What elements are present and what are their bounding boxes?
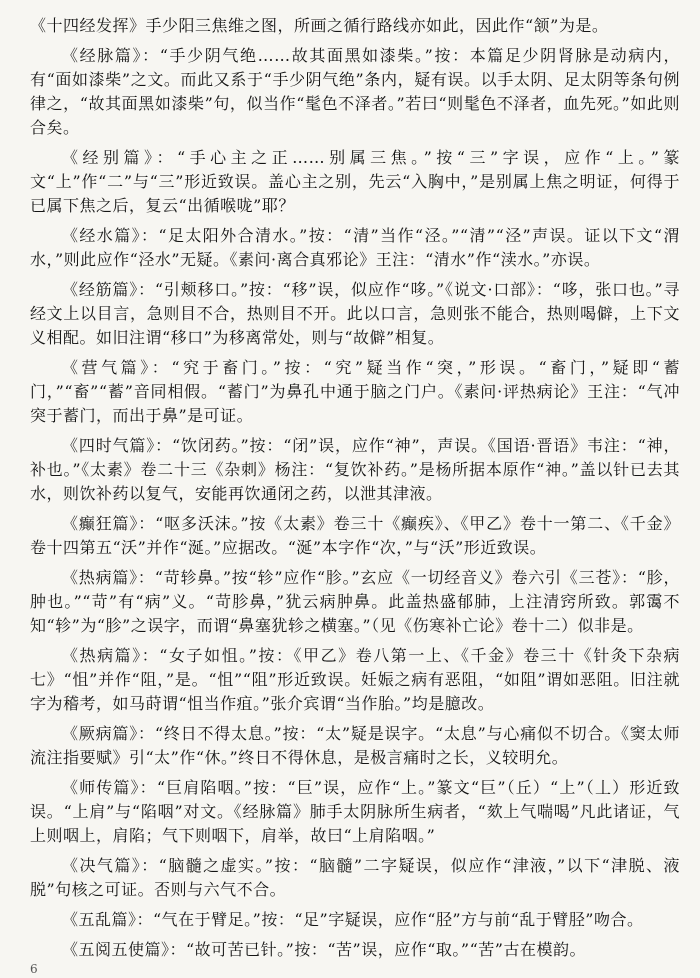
paragraph-jingshui: 《经水篇》：“足太阳外合清水。”按：“清”当作“泾。”“清”“泾”声误。证以下文“渭水，”则此应作“泾水”无疑。《素问·离合真邪论》王注：“清水”作“渎水。”亦误。 — [30, 226, 680, 269]
paragraph-rebing-2: 《热病篇》：“女子如怚。”按：《甲乙》卷八第一上、《千金》卷三十《针灸下杂病七》“怚”并作“阻，”是。“怚”“阻”形近致误。妊娠之病有恶阻，“如阻”谓如恶阻。旧注就字为稽考，如马莳谓“怚当作疽。”张介宾谓“当作胎。”均是臆改。 — [30, 646, 680, 713]
paragraph-juebing: 《厥病篇》：“终日不得太息。”按：“太”疑是误字。“太息”与心痛似不切合。《窦太师流注指要赋》引“太”作“休。”终日不得休息，是极言痛时之长，义较明允。 — [30, 724, 680, 767]
paragraph-shichuan: 《师传篇》：“巨肩陷咽。”按：“巨”误，应作“上。”篆文“巨”（丘）“上”（丄）形近致误。“上肩”与“陷咽”对文。《经脉篇》肺手太阴脉所生病者，“欬上气喘喝”凡此诸证，气上则咽上，肩陷；气下则咽下，肩举，故曰“上肩陷咽。” — [30, 778, 680, 845]
paragraph-shisijing-fahui: 《十四经发挥》手少阳三焦维之图，所画之循行路线亦如此，因此作“颔”为是。 — [30, 16, 609, 35]
paragraph-yingqi: 《营气篇》：“究于畜门。”按：“究”疑当作“突，”形误。“畜门，”疑即“蓄门，”“畜”“蓄”音同相假。“蓄门”为鼻孔中通于脑之门户。《素问·评热病论》王注：“气冲突于蓄门，而出于鼻”是可证。 — [30, 358, 680, 425]
paragraph-diankuang: 《癫狂篇》：“呕多沃沫。”按《太素》卷三十《癫疾》、《甲乙》卷十一第二、《千金》卷十四第五“沃”并作“涎。”应据改。“涎”本字作“次，”与“沃”形近致误。 — [30, 514, 680, 557]
paragraph-sishiqi: 《四时气篇》：“饮闭药。”按：“闭”误，应作“神”，声误。《国语·晋语》韦注：“神，补也。”《太素》卷二十三《杂刺》杨注：“复饮补药。”是杨所据本原作“神。”盖以针已去其水，则饮补药以复气，安能再饮通闭之药，以泄其津液。 — [30, 436, 680, 503]
paragraph-jueqi: 《决气篇》：“脑髓之虚实。”按：“脑髓”二字疑误，似应作“津液，”以下“津脱、液脱”句核之可证。否则与六气不合。 — [30, 856, 680, 899]
paragraph-jingbie: 《经别篇》：“手心主之正……别属三焦。”按“三”字误，应作“上。”篆文“上”作“二”与“三”形近致误。盖心主之别，先云“入胸中，”是别属上焦之明证，何得于已属下焦之后，复云“出循喉咙”耶？ — [30, 148, 680, 215]
page-number: 6 — [30, 962, 38, 976]
paragraph-jingjin: 《经筋篇》：“引颊移口。”按：“移”误，似应作“哆。”《说文·口部》：“哆，张口也。”寻经文上以目言，急则目不合，热则目不开。此以口言，急则张不能合，热则喝僻，上下文义相配。如旧注谓“移口”为移离常处，则与“故僻”相复。 — [30, 280, 680, 347]
paragraph-wuluan: 《五乱篇》：“气在于臂足。”按：“足”字疑误，应作“胫”方与前“乱于臂胫”吻合。 — [62, 910, 644, 929]
paragraph-rebing-1: 《热病篇》：“苛轸鼻。”按“轸”应作“胗。”玄应《一切经音义》卷六引《三苍》：“胗，肿也。”“苛”有“病”义。“苛胗鼻，”犹云病肿鼻。此盖热盛郁肺，上注清窍所致。郭霭不知“轸”为“胗”之误字，而谓“鼻塞犹轸之横塞。”（见《伤寒补亡论》卷十二）似非是。 — [30, 568, 680, 635]
paragraph-jingmai: 《经脉篇》：“手少阴气绝……故其面黑如漆柴。”按：本篇足少阴肾脉是动病内，有“面如漆柴”之文。而此又系于“手少阴气绝”条内，疑有误。以手太阴、足太阴等条句例律之，“故其面黑如漆柴”句，似当作“髦色不泽者。”若曰“则髦色不泽者，血先死。”如此则合矣。 — [30, 46, 680, 137]
paragraph-wuyue-wushi: 《五阅五使篇》：“故可苦已针。”按：“苦”误，应作“取。”“苦”古在模韵。 — [62, 940, 586, 959]
